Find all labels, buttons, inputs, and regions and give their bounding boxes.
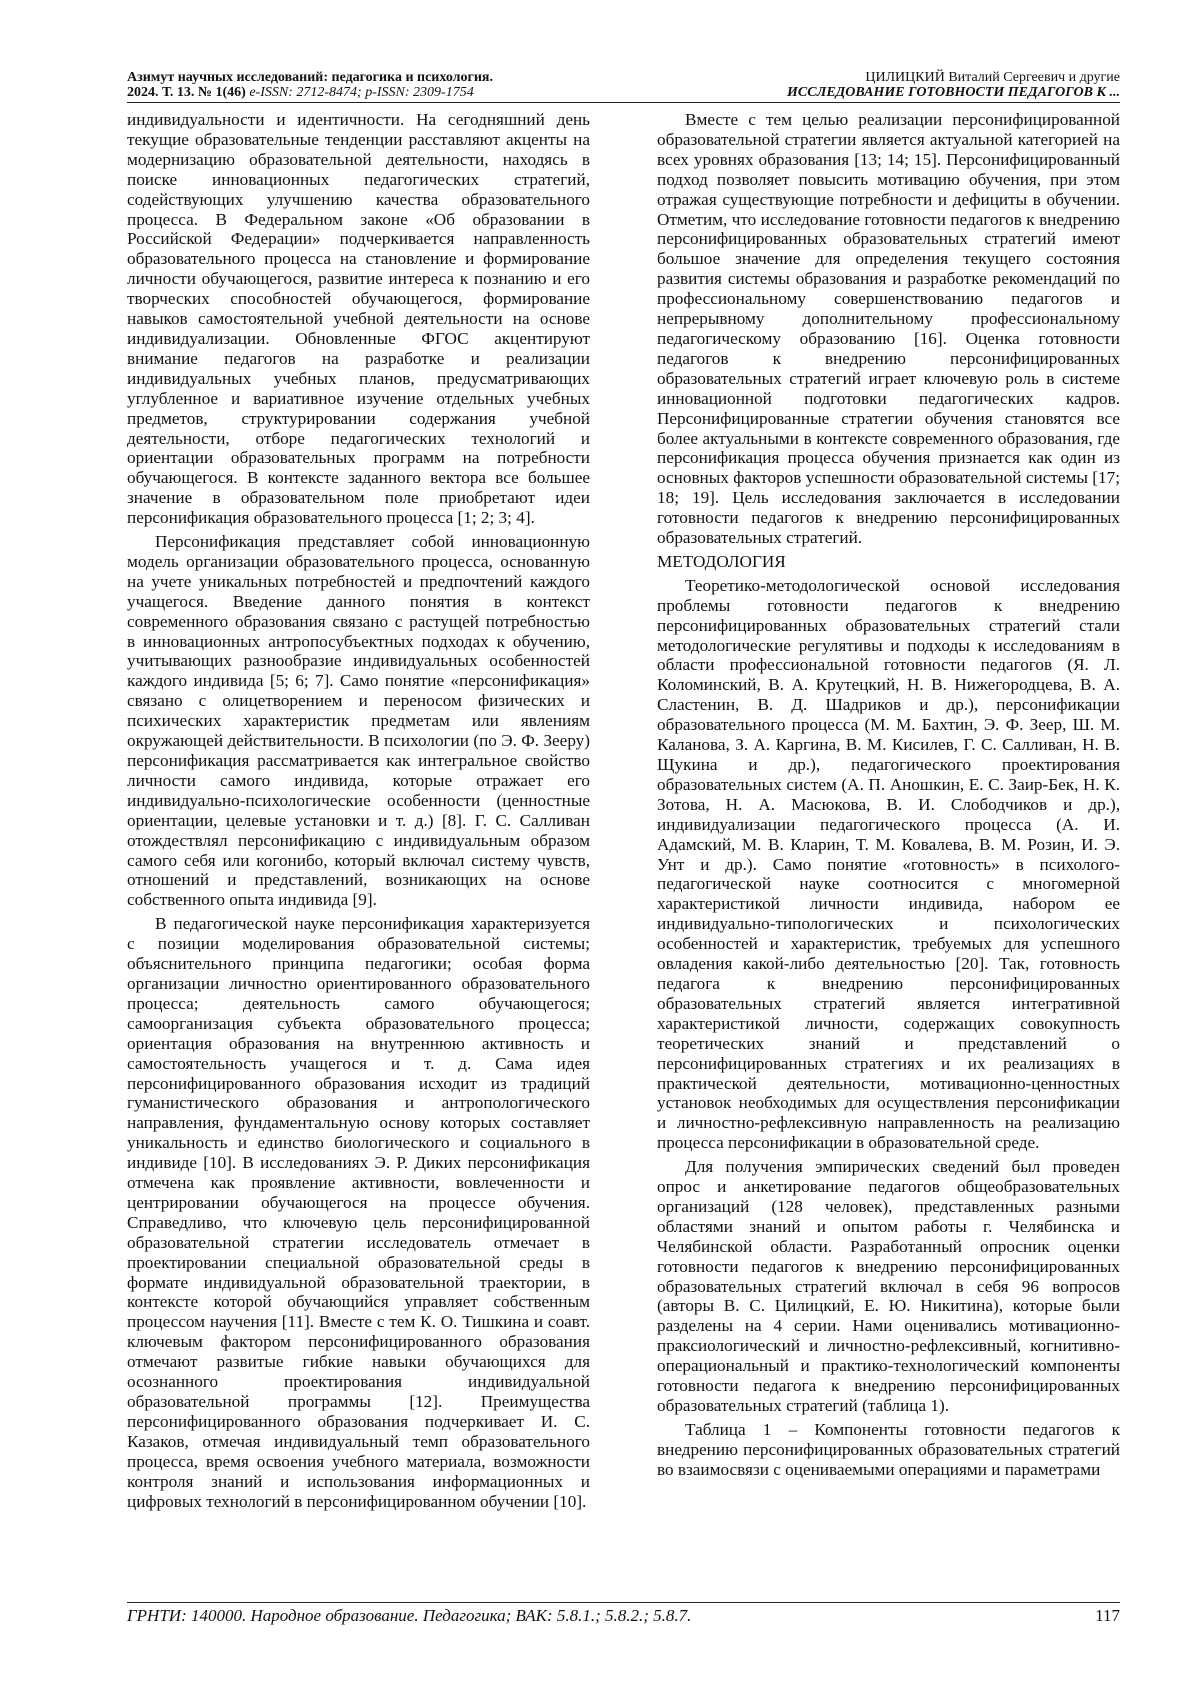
- journal-title: Азимут научных исследований: педагогика и психология.: [127, 70, 494, 85]
- section-heading: МЕТОДОЛОГИЯ: [657, 551, 786, 571]
- page-number: 117: [1095, 1606, 1120, 1625]
- article-title: ИССЛЕДОВАНИЕ ГОТОВНОСТИ ПЕДАГОГОВ К ...: [787, 85, 1120, 100]
- issn: e-ISSN: 2712-8474; p-ISSN: 2309-1754: [249, 85, 474, 100]
- running-header: [127, 70, 1120, 103]
- paragraph: Теоретико-методологической основой исследования проблемы готовности педагогов к внедрению персонифицированных образовательных стратегий стали методологические регулятивы и подходы к исследованиям в области профессиональной готовности педагогов (Я. Л. Коломинский, В. А. Крутецкий, Н. В. Нижегородцева, В. А. Сластенин, В. Д. Шадриков и др.), персонификации образовательного процесса (М. М. Бахтин, Э. Ф. Зеер, Ш. М. Каланова, З. А. Каргина, В. М. Кисилев, Г. С. Салливан, Н. В. Щукина и др.), педагогического проектирования образовательных систем (А. П. Аношкин, Е. С. Заир-Бек, Н. К. Зотова, Н. А. Масюкова, В. И. Слободчиков и др.), индивидуализации педагогического процесса (А. И. Адамский, М. В. Кларин, Т. М. Ковалева, В. М. Розин, И. Э. Унт и др.). Само понятие «готовность» в психолого-педагогической науке соотносится с многомерной характеристикой личности индивида, набором ее индивидуально-типологических и психологических особенностей и характеристик, требуемых для успешного овладения какой-либо деятельностью [20]. Так, готовность педагога к внедрению персонифицированных образовательных стратегий является интегративной характеристикой личности, содержащих совокупность теоретических знаний и представлений о персонифицированных стратегиях и их реализациях в практической деятельности, мотивационно-ценностных установок необходимых для осуществления персонификации и личностно-рефлексивную направленность на реализацию процесса персонификации в образовательной среде.: [657, 575, 1120, 1153]
- page-footer: [127, 1606, 1120, 1626]
- paragraph: индивидуальности и идентичности. На сегодняшний день текущие образовательные тенденции расставляют акценты на модернизацию образовательной деятельности, находясь в поиске инновационных педагогических стратегий, содействующих улучшению качества образовательного процесса. В Федеральном законе «Об образовании в Российской Федерации» подчеркивается направленность образовательного процесса на становление и формирование личности обучающегося, развитие интереса к познанию и его творческих способностей обучающегося, формирование навыков самостоятельной учебной деятельности на основе индивидуализации. Обновленные ФГОС акцентируют внимание педагогов на разработке и реализации индивидуальных учебных планов, предусматривающих углубленное и вариативное изучение отдельных учебных предметов, структурировании содержания учебной деятельности, отборе педагогических технологий и ориентации образовательных программ на потребности обучающегося. В контексте заданного вектора все большее значение в образовательном поле приобретают идеи персонификация образовательного процесса [1; 2; 3; 4].: [127, 110, 590, 528]
- paragraph: Персонификация представляет собой инновационную модель организации образовательного процесса, основанную на учете уникальных потребностей и предпочтений каждого учащегося. Введение данного понятия в контекст современного образования связано с растущей потребностью в инновационных антропосубъектных подходах к обучению, учитывающих разнообразие индивидуальных особенностей каждого индивида [5; 6; 7]. Само понятие «персонификация» связано с олицетворением и переносом физических и психических характеристик предметам или явлениям окружающей действительности. В психологии (по Э. Ф. Зееру) персонификация рассматривается как интегральное свойство личности самого индивида, которые отражает его индивидуально-психологические особенности (ценностные ориентации, целевые установки и т. д.) [8]. Г. С. Салливан отождествлял персонификацию с индивидуальным образом самого себя или когонибо, который включал систему чувств, отношений и представлений, возникающих на основе собственного опыта индивида [9].: [127, 532, 590, 910]
- left-column: [127, 110, 590, 1515]
- issue-number: 2024. Т. 13. № 1(46): [127, 85, 246, 100]
- journal-info: [127, 70, 493, 100]
- article-info: [787, 70, 1120, 100]
- right-column: [657, 110, 1120, 1484]
- authors: ЦИЛИЦКИЙ Виталий Сергеевич и другие: [865, 70, 1120, 85]
- paragraph: Для получения эмпирических сведений был проведен опрос и анкетирование педагогов общеобразовательных организаций (128 человек), представленных разными областями знаний и опытом работы г. Челябинска и Челябинской области. Разработанный опросник оценки готовности педагогов к внедрению персонифицированных образовательных стратегий включал в себя 96 вопросов (авторы В. С. Цилицкий, Е. Ю. Никитина), которые были разделены на 4 серии. Нами оценивались мотивационно-праксиологический и личностно-рефлексивный, когнитивно-операциональный и практико-технологический компоненты готовности педагога к внедрению персонифицированных образовательных стратегий (таблица 1).: [657, 1157, 1120, 1415]
- footer-divider: [127, 1602, 1120, 1603]
- table-caption: Таблица 1 – Компоненты готовности педагогов к внедрению персонифицированных образовательных стратегий во взаимосвязи с оцениваемыми операциями и параметрами: [657, 1419, 1120, 1479]
- paragraph: В педагогической науке персонификация характеризуется с позиции моделирования образовательной системы; объяснительного принципа педагогики; особая форма организации личностно ориентированного образовательного процесса; деятельность самого обучающегося; самоорганизация субъекта образовательного процесса; ориентация образования на внутреннюю активность и самостоятельность учащегося и т. д. Сама идея персонифицированного образования исходит из традиций гуманистического образования и антропологического направления, фундаментальную основу которых составляет уникальность и единство биологического и социального в индивиде [10]. В исследованиях Э. Р. Диких персонификация отмечена как проявление активности, вовлеченности и центрировании обучающегося на процессе обучения. Справедливо, что ключевую цель персонифицированной образовательной стратегии исследователь отмечает в проектировании специальной образовательной среды в формате индивидуальной образовательной траектории, в контексте которой обучающийся управляет собственным процессом научения [11]. Вместе с тем К. О. Тишкина и соавт. ключевым фактором персонифицированного образования отмечают развитые гибкие навыки обучающихся для осознанного проектирования индивидуальной образовательной программы [12]. Преимущества персонифицированного образования подчеркивает И. С. Казаков, отмечая индивидуальный темп образовательного процесса, время освоения учебного материала, возможности контроля знаний и использования информационных и цифровых технологий в персонифицированном обучении [10].: [127, 914, 590, 1511]
- classification-codes: ГРНТИ: 140000. Народное образование. Педагогика; ВАК: 5.8.1.; 5.8.2.; 5.8.7.: [127, 1606, 692, 1625]
- paragraph: Вместе с тем целью реализации персонифицированной образовательной стратегии является актуальной категорией на всех уровнях образования [13; 14; 15]. Персонифицированный подход позволяет повысить мотивацию обучения, при этом отражая существующие потребности и дефициты в обучении. Отметим, что исследование готовности педагогов к внедрению персонифицированных образовательных стратегий имеют большое значение для определения текущего состояния развития системы образования и разработке рекомендаций по профессиональному совершенствованию педагогов и непрерывному дополнительному профессиональному педагогическому образованию [16]. Оценка готовности педагогов к внедрению персонифицированных образовательных стратегий играет ключевую роль в системе инновационной подготовки педагогических кадров. Персонифицированные стратегии обучения становятся все более актуальными в контексте современного образования, где персонификация процесса обучения признается как один из основных факторов успешности образовательной системы [17; 18; 19]. Цель исследования заключается в исследовании готовности педагогов к внедрению персонифицированных образовательных стратегий.: [657, 110, 1120, 548]
